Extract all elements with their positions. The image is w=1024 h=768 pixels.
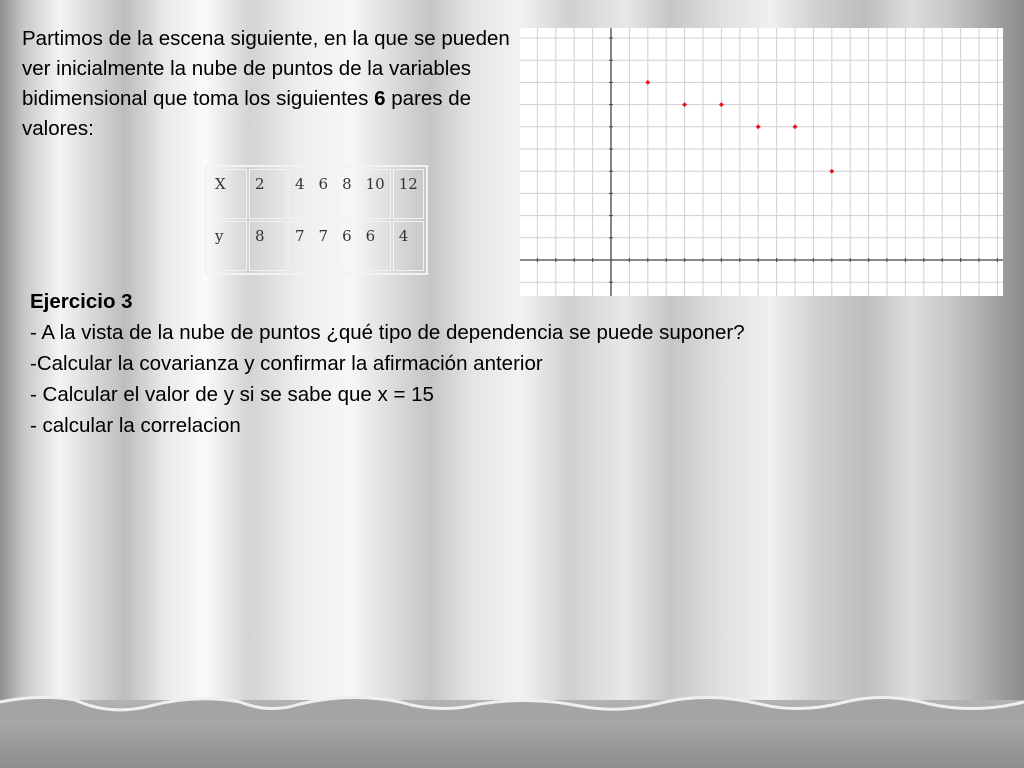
table-cell: 6 <box>313 169 335 219</box>
table-cell-x-label: X <box>209 169 247 219</box>
data-point <box>829 169 834 174</box>
table-cell: 4 <box>393 221 424 271</box>
table-row-y <box>209 221 424 271</box>
exercise-item: - calcular la correlacion <box>30 414 241 437</box>
values-table <box>205 165 428 275</box>
chart-grid <box>520 28 1003 296</box>
exercise-block <box>30 286 745 441</box>
table-cell: 8 <box>336 169 358 219</box>
data-point <box>793 124 798 129</box>
table-cell: 8 <box>249 221 287 271</box>
table-cell: 2 <box>249 169 287 219</box>
exercise-item: - Calcular el valor de y si se sabe que x = 15 <box>30 383 434 406</box>
table-cell: 12 <box>393 169 424 219</box>
table-cell: 7 <box>313 221 335 271</box>
exercise-title: Ejercicio 3 <box>30 290 133 313</box>
table-cell: 10 <box>360 169 391 219</box>
table-cell-y-label: y <box>209 221 247 271</box>
curtain-hem <box>0 680 1024 720</box>
intro-pair-count: 6 <box>374 87 386 110</box>
data-point <box>719 102 724 107</box>
intro-text-end: pares de valores: <box>22 87 472 140</box>
table-cell: 7 <box>289 221 311 271</box>
exercise-item: - A la vista de la nube de puntos ¿qué tipo de dependencia se puede suponer? <box>30 321 745 344</box>
data-point <box>682 102 687 107</box>
scatter-chart <box>520 28 1003 296</box>
scatter-plot-svg <box>520 28 1003 296</box>
data-point <box>756 124 761 129</box>
intro-text: Partimos de la escena siguiente, en la que se pueden ver inicialmente la nube de puntos de la variables bidimensional que toma los siguientes <box>22 27 510 110</box>
table-cell: 4 <box>289 169 311 219</box>
intro-paragraph <box>22 24 512 144</box>
table-cell: 6 <box>360 221 391 271</box>
table-row-x <box>209 169 424 219</box>
data-point <box>645 80 650 85</box>
table-cell: 6 <box>336 221 358 271</box>
exercise-item: -Calcular la covarianza y confirmar la afirmación anterior <box>30 352 543 375</box>
